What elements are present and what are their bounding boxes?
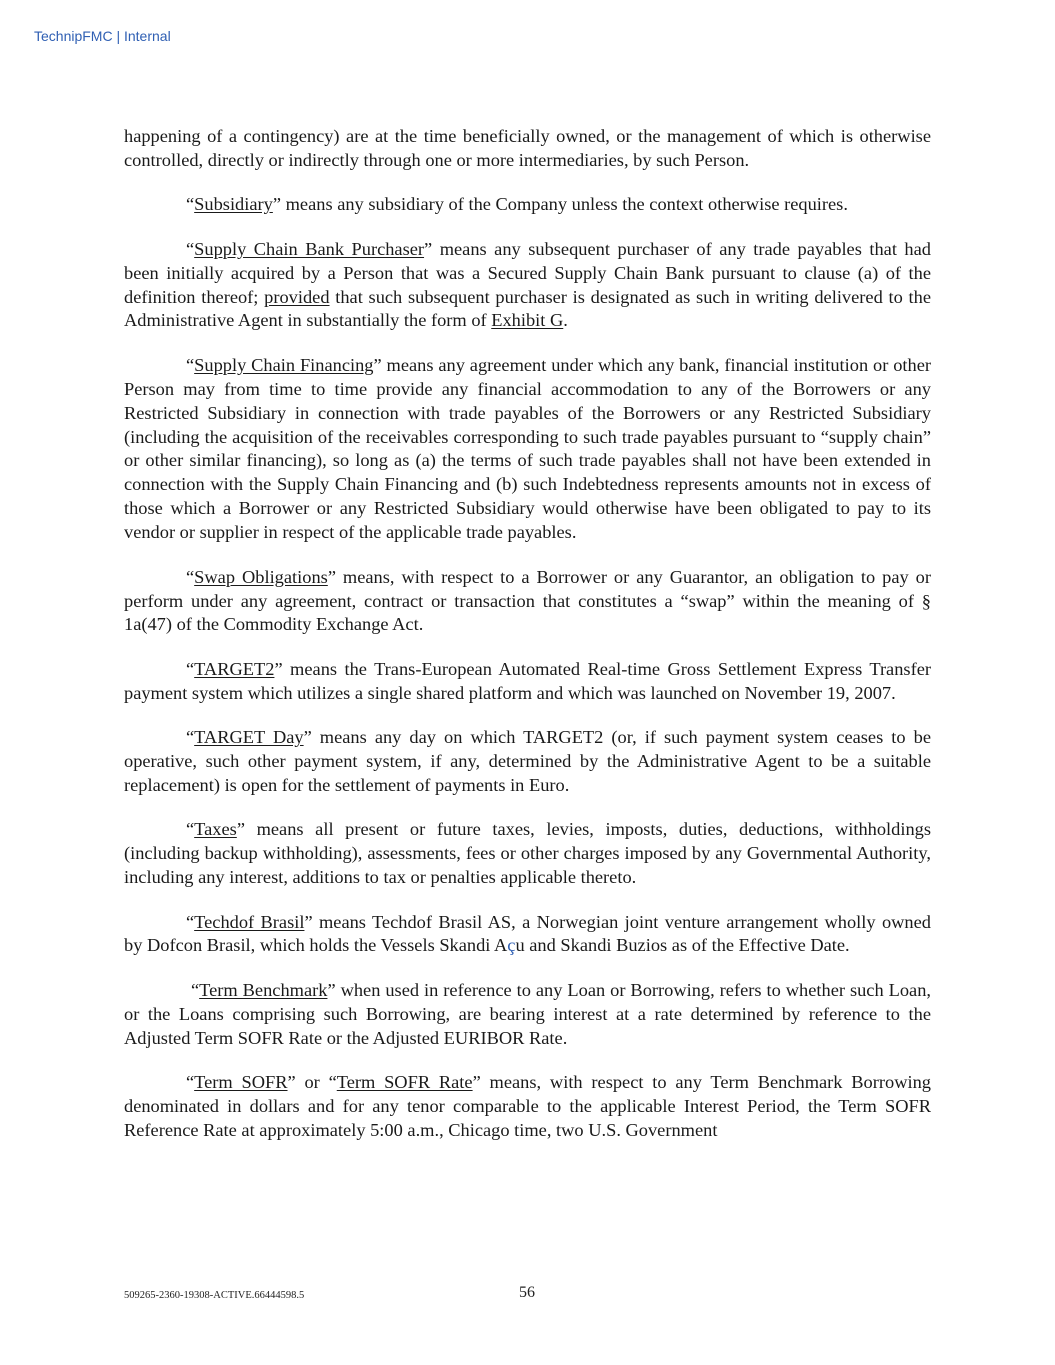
paragraph-continuation: happening of a contingency) are at the time beneficially owned, or the management of which is otherwise controlled, directly or indirectly through one or more intermediaries, by such Person. [124,126,931,170]
definition-term-benchmark: “Term Benchmark” when used in reference to any Loan or Borrowing, refers to whether such Loan, or the Loans comprising such Borrowing, are bearing interest at a rate determined by reference to the Adjusted Term SOFR Rate or the Adjusted EURIBOR Rate. [124,979,931,1048]
defined-term: Term SOFR Rate [336,1072,473,1093]
definition-subsidiary: “Subsidiary” means any subsidiary of the Company unless the context otherwise requires. [186,194,848,215]
defined-term: Taxes [194,819,237,840]
defined-term: Term Benchmark [199,979,328,1000]
defined-term: Supply Chain Bank Purchaser [194,238,425,259]
document-id: 509265-2360-19308-ACTIVE.66444598.5 [124,1290,305,1301]
defined-term: provided [264,286,330,307]
defined-term: Techdof Brasil [194,911,305,932]
defined-term: Term SOFR [194,1072,288,1093]
classification-label: TechnipFMC | Internal [34,28,171,44]
definition-term-sofr: “Term SOFR” or “Term SOFR Rate” means, with respect to any Term Benchmark Borrowing denominated in dollars and for any tenor comparable to the applicable Interest Period, the Term SOFR Reference Rate at approximately 5:00 a.m., Chicago time, two U.S. Government [124,1072,931,1140]
defined-term: Supply Chain Financing [194,354,374,375]
defined-term: TARGET Day [194,727,304,748]
defined-term: TARGET2 [194,658,275,679]
defined-term: Swap Obligations [194,566,328,587]
defined-term: Subsidiary [194,194,273,215]
definition-target-day: “TARGET Day” means any day on which TARGET2 (or, if such payment system ceases to be operative, such other payment system, if any, determined by the Administrative Agent to be a suitable replacement) is open for the settlement of payments in Euro. [124,727,931,795]
definition-techdof-brasil: “Techdof Brasil” means Techdof Brasil AS, a Norwegian joint venture arrangement wholly owned by Dofcon Brasil, which holds the Vessels Skandi Açu and Skandi Buzios as of the Effective Date. [124,911,931,956]
definition-target2: “TARGET2” means the Trans-European Automated Real-time Gross Settlement Express Transfer payment system which utilizes a single shared platform and which was launched on November 19, 2007. [124,658,931,703]
definition-swap-obligations: “Swap Obligations” means, with respect to a Borrower or any Guarantor, an obligation to pay or perform under any agreement, contract or transaction that constitutes a “swap” within the meaning of § 1a(47) of the Commodity Exchange Act. [124,566,931,635]
definition-supply-chain-financing: “Supply Chain Financing” means any agreement under which any bank, financial institution or other Person may from time to time provide any financial accommodation to any of the Borrowers or any Restricted Subsidiary in connection with trade payables of the Borrowers or any Restricted Subsidiary (including the acquisition of the receivables corresponding to such trade payables pursuant to “supply chain” or other similar financing), so long as (a) the terms of such trade payables shall not have been extended in connection with the Supply Chain Financing and (b) such Indebtedness represents amounts not in excess of those which a Borrower or any Restricted Subsidiary would otherwise have been obligated to pay to its vendor or supplier in respect of the applicable trade payables. [124,354,931,543]
special-character: ç [507,935,516,956]
defined-term: Exhibit G [491,310,564,331]
definition-supply-chain-bank-purchaser: “Supply Chain Bank Purchaser” means any subsequent purchaser of any trade payables that had been initially acquired by a Person that was a Secured Supply Chain Bank pursuant to clause (a) of the definition thereof; provided that such subsequent purchaser is designated as such in writing delivered to the Administrative Agent in substantially the form of Exhibit G. [124,238,931,331]
definition-taxes: “Taxes” means all present or future taxes, levies, imposts, duties, deductions, withholdings (including backup withholding), assessments, fees or other charges imposed by any Governmental Authority, including any interest, additions to tax or penalties applicable thereto. [124,819,931,888]
page-number: 56 [519,1284,535,1301]
document-body [124,125,931,1143]
